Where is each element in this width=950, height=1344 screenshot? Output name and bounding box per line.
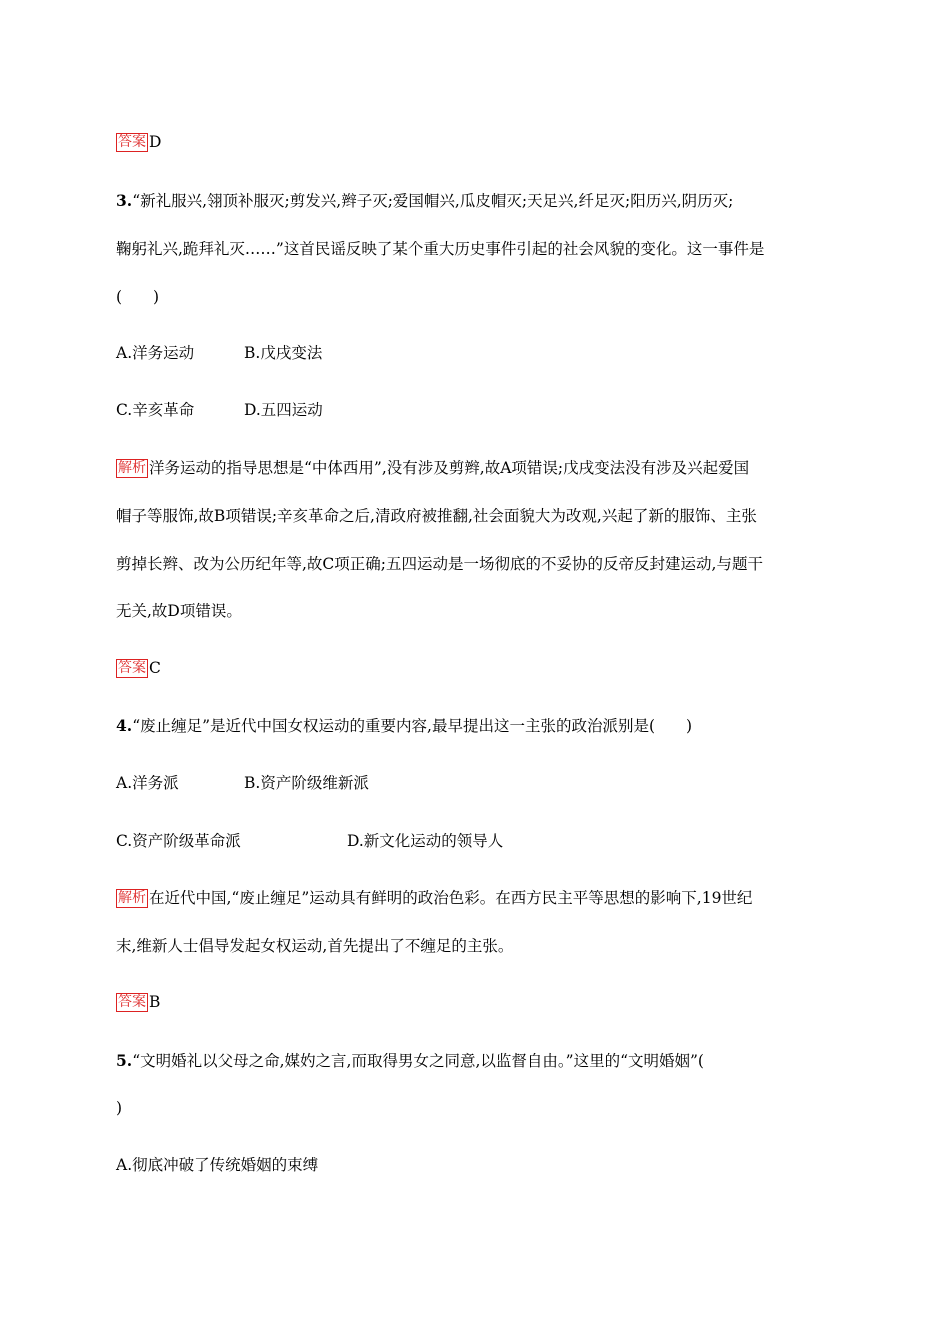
option-d: D.五四运动 bbox=[244, 401, 323, 419]
q4-options-row-2 bbox=[116, 830, 834, 852]
q3-stem-line-2 bbox=[116, 238, 834, 260]
option-d: D.新文化运动的领导人 bbox=[347, 832, 504, 850]
q2-answer-line bbox=[116, 131, 834, 153]
q4-analysis-line-2 bbox=[116, 935, 834, 957]
answer-value: B bbox=[149, 993, 161, 1011]
answer-value: D bbox=[149, 133, 162, 151]
question-text: “文明婚礼以父母之命,媒妁之言,而取得男女之同意,以监督自由。”这里的“文明婚姻”( bbox=[132, 1052, 704, 1070]
analysis-text: 剪掉长辫、改为公历纪年等,故C项正确;五四运动是一场彻底的不妥协的反帝反封建运动,与题干 bbox=[116, 555, 763, 573]
analysis-text: 在近代中国,“废止缠足”运动具有鲜明的政治色彩。在西方民主平等思想的影响下,19世纪 bbox=[149, 889, 753, 907]
q4-options-row-1 bbox=[116, 772, 834, 794]
option-c: C.辛亥革命 bbox=[116, 401, 195, 419]
q3-stem-line-3 bbox=[116, 286, 834, 308]
q5-options-row-1 bbox=[116, 1154, 834, 1176]
answer-tag: 答案 bbox=[118, 660, 146, 676]
question-number: 3. bbox=[116, 191, 133, 210]
q3-options-row-2 bbox=[116, 399, 834, 421]
analysis-text: 洋务运动的指导思想是“中体西用”,没有涉及剪辫,故A项错误;戊戌变法没有涉及兴起爱国 bbox=[149, 459, 750, 477]
q3-analysis-line-3 bbox=[116, 553, 834, 575]
option-a: A.彻底冲破了传统婚姻的束缚 bbox=[116, 1156, 319, 1174]
q4-answer-line bbox=[116, 991, 834, 1013]
answer-tag: 答案 bbox=[118, 134, 146, 150]
option-b: B.戊戌变法 bbox=[244, 344, 323, 362]
option-c: C.资产阶级革命派 bbox=[116, 832, 241, 850]
analysis-text: 无关,故D项错误。 bbox=[116, 602, 242, 620]
analysis-tag: 解析 bbox=[118, 460, 146, 476]
question-text: “新礼服兴,翎顶补服灭;剪发兴,辫子灭;爱国帽兴,瓜皮帽灭;天足兴,纤足灭;阳历兴,阴历灭; bbox=[132, 192, 734, 210]
q3-analysis-line-1 bbox=[116, 457, 834, 479]
answer-tag: 答案 bbox=[118, 994, 146, 1010]
question-number: 5. bbox=[116, 1051, 133, 1070]
option-a: A.洋务运动 bbox=[116, 344, 195, 362]
option-b: B.资产阶级维新派 bbox=[244, 774, 369, 792]
answer-bracket: ( ) bbox=[116, 288, 160, 306]
analysis-text: 帽子等服饰,故B项错误;辛亥革命之后,清政府被推翻,社会面貌大为改观,兴起了新的服饰、主张 bbox=[116, 507, 757, 525]
question-number: 4. bbox=[116, 716, 133, 735]
answer-value: C bbox=[149, 659, 161, 677]
q3-analysis-line-4 bbox=[116, 600, 834, 622]
q4-analysis-line-1 bbox=[116, 887, 834, 909]
q5-stem-line-2 bbox=[116, 1097, 834, 1119]
q4-stem-line-1 bbox=[116, 715, 834, 737]
q5-stem-line-1 bbox=[116, 1050, 834, 1072]
q3-answer-line bbox=[116, 657, 834, 679]
option-a: A.洋务派 bbox=[116, 774, 179, 792]
answer-bracket: ) bbox=[116, 1099, 123, 1117]
q3-stem-line-1 bbox=[116, 190, 834, 212]
analysis-tag: 解析 bbox=[118, 890, 146, 906]
question-text: “废止缠足”是近代中国女权运动的重要内容,最早提出这一主张的政治派别是( ) bbox=[132, 717, 693, 735]
analysis-text: 末,维新人士倡导发起女权运动,首先提出了不缠足的主张。 bbox=[116, 937, 514, 955]
q3-options-row-1 bbox=[116, 342, 834, 364]
q3-analysis-line-2 bbox=[116, 505, 834, 527]
question-text: 鞠躬礼兴,跪拜礼灭……”这首民谣反映了某个重大历史事件引起的社会风貌的变化。这一事件是 bbox=[116, 240, 765, 258]
